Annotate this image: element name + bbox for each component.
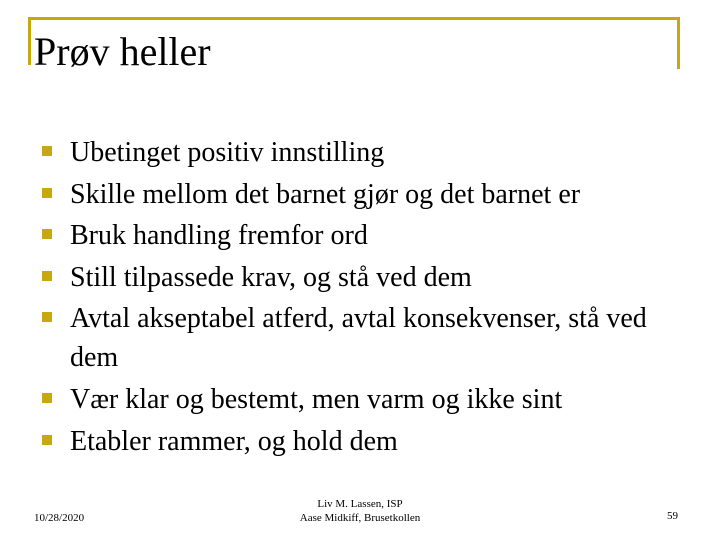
bullet-item bbox=[0, 132, 660, 174]
bullet-text: Still tilpassede krav, og stå ved dem bbox=[70, 261, 472, 293]
bullet-item bbox=[0, 298, 660, 379]
footer-date: 10/28/2020 bbox=[34, 512, 85, 524]
bullet-text: Avtal akseptabel atferd, avtal konsekvenser, stå ved dem bbox=[70, 303, 647, 373]
footer-author-line-2: Aase Midkiff, Brusetkollen bbox=[299, 512, 421, 524]
bullet-item bbox=[0, 379, 660, 421]
slide-title: Prøv heller bbox=[34, 29, 211, 74]
bullet-text: Skille mellom det barnet gjør og det barnet er bbox=[70, 178, 581, 210]
bullet-text: Bruk handling fremfor ord bbox=[70, 220, 368, 251]
title-frame-left-line bbox=[28, 17, 31, 65]
bullet-text: Vær klar og bestemt, men varm og ikke sint bbox=[70, 384, 563, 415]
title-frame-top-line bbox=[28, 17, 680, 20]
square-bullet-icon bbox=[42, 229, 52, 239]
bullet-item bbox=[0, 421, 660, 463]
bullet-list bbox=[0, 132, 720, 462]
square-bullet-icon bbox=[42, 271, 52, 281]
footer-page-number: 59 bbox=[667, 510, 678, 522]
bullet-item bbox=[0, 257, 660, 299]
square-bullet-icon bbox=[42, 312, 52, 322]
bullet-item bbox=[0, 215, 660, 257]
square-bullet-icon bbox=[42, 435, 52, 445]
bullet-item bbox=[0, 174, 660, 216]
square-bullet-icon bbox=[42, 146, 52, 156]
square-bullet-icon bbox=[42, 393, 52, 403]
footer-author-line-1: Liv M. Lassen, ISP bbox=[317, 498, 403, 510]
footer-author bbox=[260, 497, 460, 525]
square-bullet-icon bbox=[42, 188, 52, 198]
title-frame-right-line bbox=[677, 17, 680, 69]
bullet-text: Etabler rammer, og hold dem bbox=[70, 425, 398, 457]
bullet-text: Ubetinget positiv innstilling bbox=[70, 137, 385, 168]
